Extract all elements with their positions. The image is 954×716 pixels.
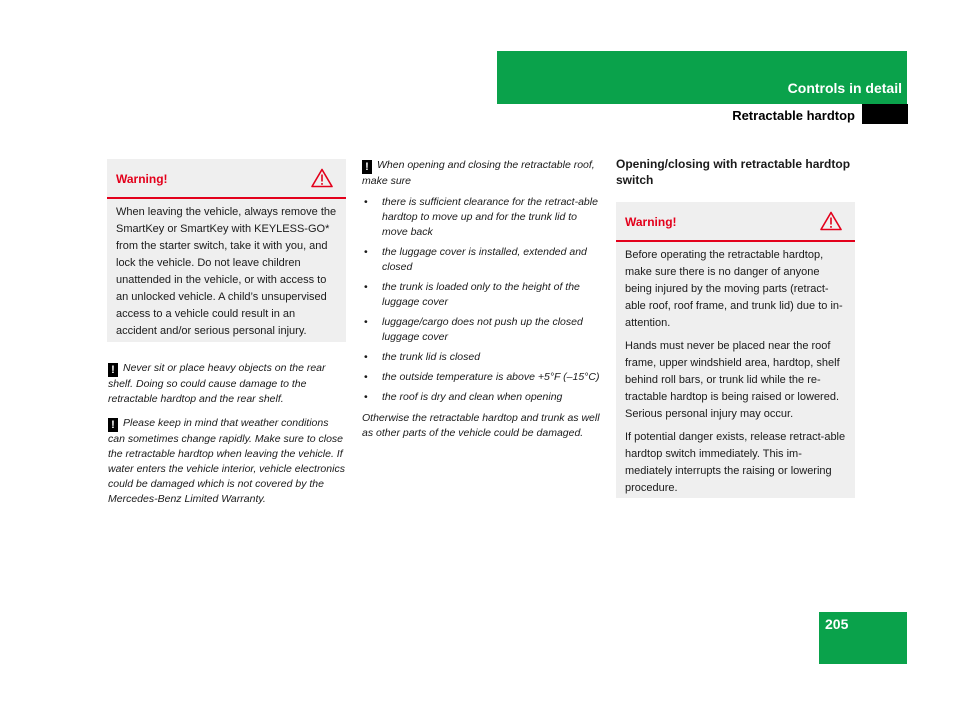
right-heading: Opening/closing with retractable hardtop switch (616, 157, 851, 187)
warning-paragraph: Before operating the retractable hardtop, make sure there is no danger of anyone being injured by the moving parts (retract-able roof, roof frame, and trunk lid) due to in-attention. (625, 249, 843, 329)
chapter-header-band (497, 51, 907, 104)
precondition-list (362, 195, 602, 405)
warning-paragraph: If potential danger exists, release retract-able hardtop switch immediately. This im-mediately interrupts the raising or lowering procedure. (625, 431, 846, 494)
warning-box-right (616, 202, 855, 498)
middle-outro: Otherwise the retractable hardtop and trunk as well as other parts of the vehicle could be damaged. (362, 412, 600, 439)
list-item: • the trunk is loaded only to the height of the luggage cover (364, 281, 580, 308)
note-weather (108, 416, 348, 507)
list-item: • luggage/cargo does not push up the closed luggage cover (364, 316, 583, 343)
bullet-icon: • (364, 246, 368, 258)
warning-body (616, 242, 855, 497)
exclamation-icon: ! (362, 160, 372, 174)
warning-paragraph: Hands must never be placed near the roof frame, upper windshield area, hardtop, shelf behind roll bars, or trunk lid while the re-tractable hardtop is being raised or lowered. Serious personal injury may occur. (625, 340, 840, 420)
middle-column (362, 158, 602, 441)
section-tab-marker (862, 104, 908, 124)
page-number: 205 (825, 616, 849, 632)
list-item: • the outside temperature is above +5°F (–15°C) (364, 371, 600, 383)
bullet-icon: • (364, 281, 368, 293)
note-text: Please keep in mind that weather conditions can sometimes change rapidly. Make sure to close the retractable hardtop when leaving the vehicle. If water enters the vehicle interior, vehicle electronics could be damaged which is not covered by the Mercedes-Benz Limited Warranty. (108, 417, 345, 505)
list-item: • the luggage cover is installed, extended and closed (364, 246, 587, 273)
exclamation-icon: ! (108, 418, 118, 432)
warning-box-left (107, 159, 346, 342)
warning-header (616, 202, 855, 242)
bullet-icon: • (364, 391, 368, 403)
bullet-icon: • (364, 196, 368, 208)
note-text: Never sit or place heavy objects on the rear shelf. Doing so could cause damage to the retractable hardtop and the rear shelf. (108, 362, 326, 405)
chapter-title: Controls in detail (787, 80, 902, 96)
warning-triangle-icon (820, 211, 842, 231)
bullet-icon: • (364, 351, 368, 363)
bullet-icon: • (364, 371, 368, 383)
warning-triangle-icon (311, 168, 333, 188)
warning-text: When leaving the vehicle, always remove the SmartKey or SmartKey with KEYLESS-GO* from the starter switch, take it with you, and lock the vehicle. Do not leave children unattended in the vehicle, or with access to an unlocked vehicle. A child’s unsupervised access to a vehicle could result in an accident and/or serious personal injury. (116, 206, 337, 337)
list-item: • the trunk lid is closed (364, 351, 481, 363)
warning-body (107, 199, 346, 340)
note-rear-shelf (108, 361, 348, 407)
warning-header (107, 159, 346, 199)
section-title: Retractable hardtop (732, 108, 855, 123)
warning-title: Warning! (625, 215, 677, 229)
list-item: • the roof is dry and clean when opening (364, 391, 563, 403)
warning-title: Warning! (116, 172, 168, 186)
intro-text: When opening and closing the retractable roof, make sure (362, 159, 595, 187)
bullet-icon: • (364, 316, 368, 328)
middle-intro (362, 158, 602, 189)
exclamation-icon: ! (108, 363, 118, 377)
list-item: • there is sufficient clearance for the retract-able hardtop to move up and for the trunk lid to move back (364, 196, 598, 238)
